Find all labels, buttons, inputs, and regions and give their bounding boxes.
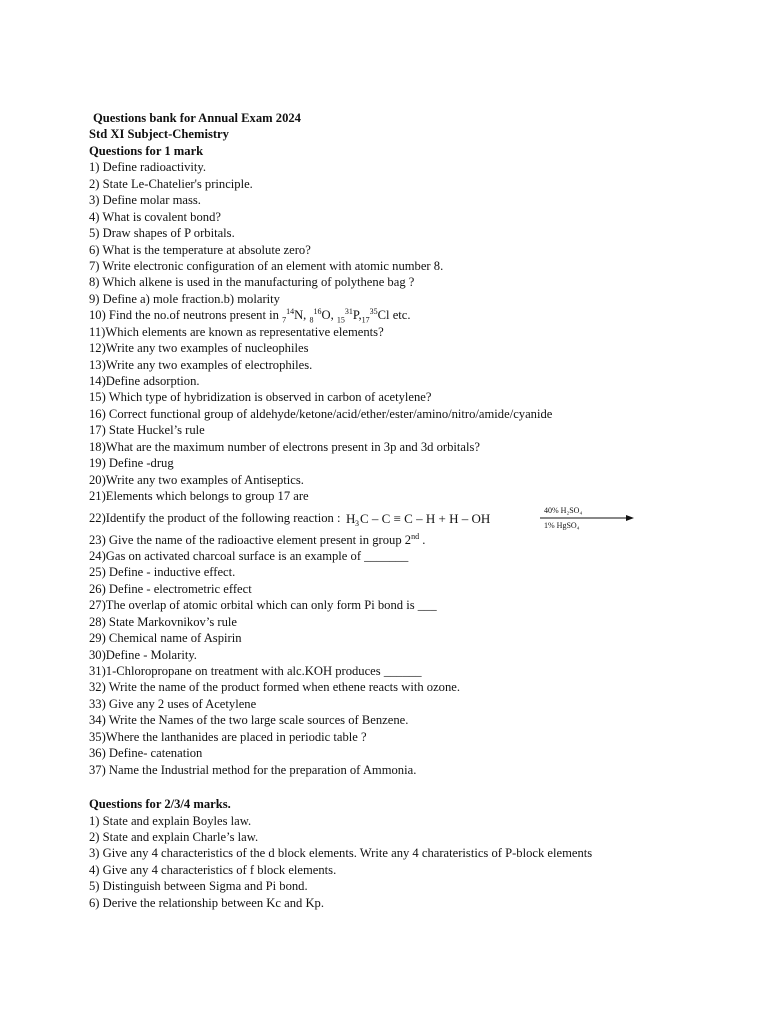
- question-item: 1) State and explain Boyles law.: [89, 813, 252, 828]
- question-item: 8) Which alkene is used in the manufacturing of polythene bag ?: [89, 275, 415, 290]
- question-item: 12)Write any two examples of nucleophiles: [89, 341, 309, 356]
- question-item-isotopes: 10) Find the no.of neutrons present in $_7^{14}$N, $_8^{16}$O, $_{15}^{31}P,_{17}^{35}Cl$ etc.: [89, 307, 411, 325]
- question-item: 9) Define a) mole fraction.b) molarity: [89, 291, 280, 306]
- reaction-question-text: 22)Identify the product of the following reaction :: [89, 510, 341, 525]
- question-item: 5) Draw shapes of P orbitals.: [89, 226, 235, 241]
- question-item: 11)Which elements are known as representative elements?: [89, 324, 384, 339]
- question-item: 4) What is covalent bond?: [89, 209, 221, 224]
- question-item: 37) Name the Industrial method for the preparation of Ammonia.: [89, 762, 417, 777]
- question-item: 28) State Markovnikov’s rule: [89, 614, 237, 629]
- reaction-condition-bottom: 1% HgSO₄: [543, 520, 580, 530]
- question-item: 6) What is the temperature at absolute zero?: [89, 242, 311, 257]
- question-item: 21)Elements which belongs to group 17 are: [89, 489, 309, 504]
- question-item: 25) Define - inductive effect.: [89, 565, 236, 580]
- question-item: 1) Define radioactivity.: [89, 160, 207, 175]
- arrow-head-icon: [626, 515, 634, 521]
- question-item: 5) Distinguish between Sigma and Pi bond.: [89, 879, 308, 894]
- question-item: 16) Correct functional group of aldehyde/ketone/acid/ether/ester/amino/nitro/amide/cyanide: [89, 406, 553, 421]
- question-item: 2) State and explain Charle’s law.: [89, 829, 259, 844]
- question-item: 14)Define adsorption.: [89, 374, 200, 388]
- document-title: Questions bank for Annual Exam 2024: [93, 111, 301, 125]
- question-item: 23) Give the name of the radioactive element present in group 2nd .: [89, 531, 426, 547]
- question-bank: [89, 110, 729, 911]
- question-item: 13)Write any two examples of electrophiles.: [89, 357, 313, 372]
- reaction-formula: C – C ≡ C – H + H – OH: [359, 510, 490, 526]
- reaction-h3-subscript: 3: [354, 518, 359, 528]
- question-item: 3) Give any 4 characteristics of the d block elements. Write any 4 charateristics of P-block elements: [89, 846, 593, 861]
- question-item: 17) State Huckel’s rule: [89, 423, 205, 438]
- section-gap: [89, 778, 729, 796]
- document-subtitle: Std XI Subject-Chemistry: [89, 127, 229, 142]
- question-item: 2) State Le-Chatelier's principle.: [89, 176, 253, 191]
- question-item: 34) Write the Names of the two large scale sources of Benzene.: [89, 713, 409, 728]
- reaction-condition-top: 40% H₂SO₄: [543, 505, 582, 515]
- question-item: 33) Give any 2 uses of Acetylene: [89, 696, 257, 711]
- question-item: 15) Which type of hybridization is observed in carbon of acetylene?: [89, 390, 432, 405]
- question-item: 35)Where the lanthanides are placed in periodic table ?: [89, 729, 367, 744]
- question-item: 31)1-Chloropropane on treatment with alc.KOH produces ______: [89, 664, 422, 678]
- question-item: 7) Write electronic configuration of an element with atomic number 8.: [89, 258, 444, 273]
- reaction-h3: H: [345, 510, 355, 526]
- question-item: 6) Derive the relationship between Kc and Kp.: [89, 895, 325, 910]
- question-item: 29) Chemical name of Aspirin: [89, 631, 242, 646]
- question-item: 26) Define - electrometric effect: [89, 581, 252, 596]
- question-item: 20)Write any two examples of Antiseptics.: [89, 472, 304, 487]
- question-item: 24)Gas on activated charcoal surface is an example of _______: [89, 548, 409, 563]
- question-item: 36) Define- catenation: [89, 746, 203, 761]
- section-heading-1-mark: Questions for 1 mark: [89, 143, 204, 158]
- section-heading-multi-mark: Questions for 2/3/4 marks.: [89, 797, 231, 812]
- question-item: 30)Define - Molarity.: [89, 647, 197, 662]
- question-item-reaction: [89, 505, 729, 532]
- question-item: 18)What are the maximum number of electrons present in 3p and 3d orbitals?: [89, 439, 480, 454]
- question-item: 32) Write the name of the product formed when ethene reacts with ozone.: [89, 680, 460, 695]
- reaction-equation: [344, 505, 644, 532]
- question-item: 27)The overlap of atomic orbital which can only form Pi bond is ___: [89, 598, 437, 613]
- question-item: 4) Give any 4 characteristics of f block elements.: [89, 862, 337, 877]
- question-item: 19) Define -drug: [89, 456, 174, 471]
- question-item: 3) Define molar mass.: [89, 193, 201, 208]
